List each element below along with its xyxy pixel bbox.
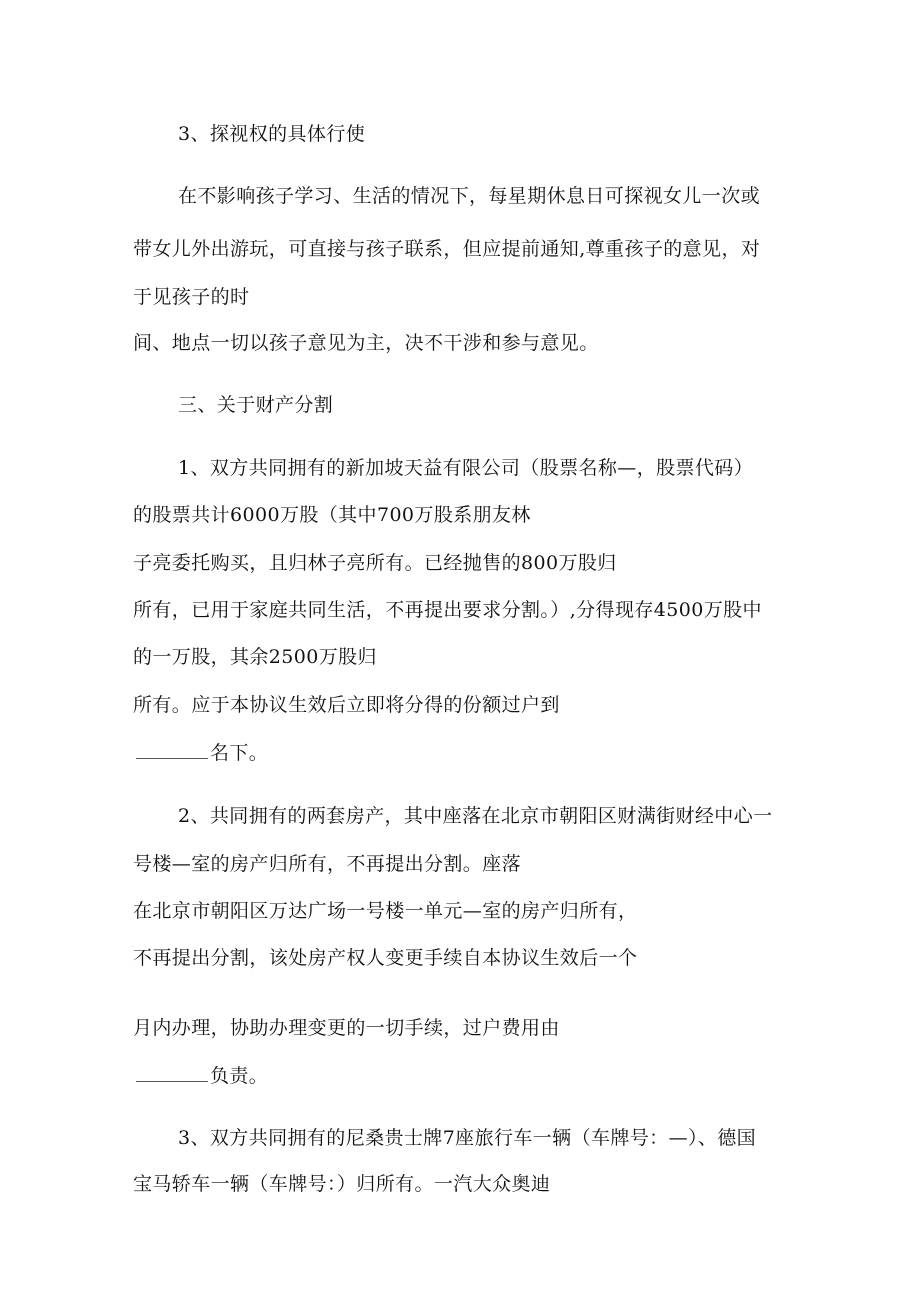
- fill-in-blank: [136, 1080, 208, 1082]
- paragraph-line-with-blank: [136, 740, 268, 766]
- section-heading-property-division: 三、关于财产分割: [178, 394, 334, 416]
- paragraph-line: 1、双方共同拥有的新加坡天益有限公司（股票名称—，股票代码）: [178, 457, 754, 479]
- paragraph-line: 的一万股，其余2500万股归: [133, 646, 377, 668]
- paragraph-line: 的股票共计6000万股（其中700万股系朋友林: [133, 504, 531, 526]
- paragraph-line: 所有，已用于家庭共同生活，不再提出要求分割。）,分得现存4500万股中: [133, 599, 762, 621]
- fill-in-blank: [136, 757, 208, 759]
- paragraph-line: 不再提出分割，该处房产权人变更手续自本协议生效后一个: [133, 947, 638, 969]
- blank-suffix-text: 负责。: [210, 1065, 269, 1087]
- paragraph-line-with-blank: [136, 1063, 268, 1089]
- paragraph-line: 宝马轿车一辆（车牌号：）归所有。一汽大众奥迪: [133, 1173, 551, 1195]
- paragraph-line: 3、双方共同拥有的尼桑贵士牌7座旅行车一辆（车牌号：—）、德国: [178, 1127, 757, 1149]
- paragraph-line: 于见孩子的时: [133, 286, 250, 308]
- paragraph-line: 子亮委托购买，且归林子亮所有。已经抛售的800万股归: [133, 552, 617, 574]
- paragraph-line: 间、地点一切以孩子意见为主，决不干涉和参与意见。: [133, 332, 599, 354]
- paragraph-line: 在北京市朝阳区万达广场一号楼一单元—室的房产归所有，: [133, 900, 638, 922]
- paragraph-line: 月内办理，协助办理变更的一切手续，过户费用由: [133, 1017, 560, 1039]
- paragraph-line: 所有。应于本协议生效后立即将分得的份额过户到: [133, 694, 560, 716]
- blank-suffix-text: 名下。: [210, 742, 269, 764]
- paragraph-line: 在不影响孩子学习、生活的情况下，每星期休息日可探视女儿一次或: [178, 185, 761, 207]
- paragraph-line: 号楼—室的房产归所有，不再提出分割。座落: [133, 853, 522, 875]
- section-heading-visitation-exercise: 3、探视权的具体行使: [178, 123, 366, 145]
- paragraph-line: 带女儿外出游玩，可直接与孩子联系，但应提前通知,尊重孩子的意见，对: [133, 238, 761, 260]
- paragraph-line: 2、共同拥有的两套房产，其中座落在北京市朝阳区财满街财经中心一: [178, 805, 773, 827]
